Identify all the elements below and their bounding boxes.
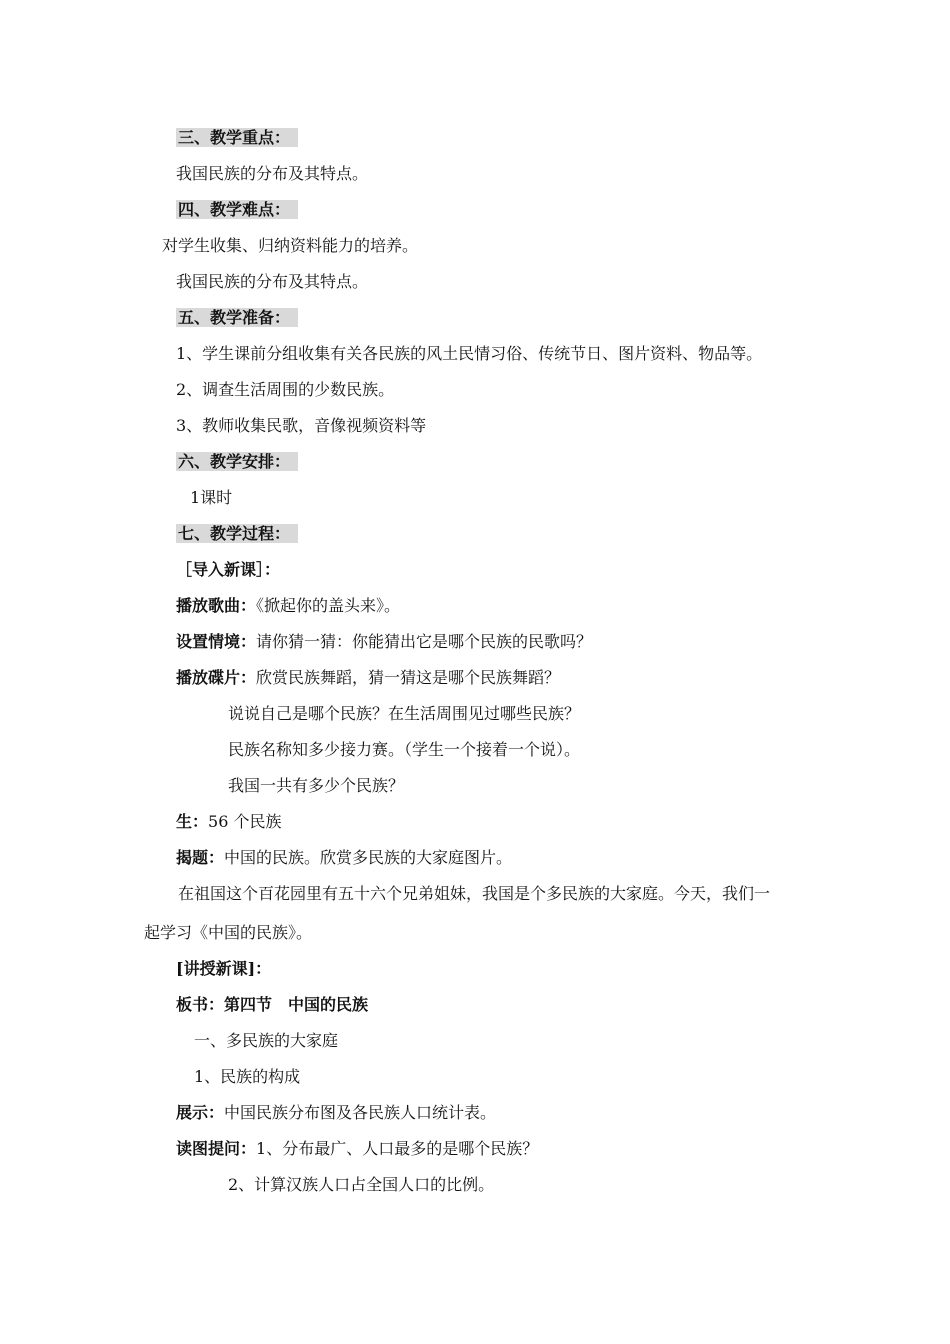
play-song-label: 播放歌曲： [176,596,257,615]
section-3-text: 我国民族的分布及其特点。 [176,164,369,183]
section-4-heading: 四、教学难点： [176,199,298,221]
show-text: 中国民族分布图及各民族人口统计表。 [224,1103,497,1122]
setting-label: 设置情境： [176,632,257,651]
section-6-text: 1课时 [190,488,233,507]
board-heading: 板书：第四节 中国的民族 [176,995,369,1014]
disc-text: 欣赏民族舞蹈，猜一猜这是哪个民族舞蹈？ [256,668,561,687]
read-question-1: 1、分布最广、人口最多的是哪个民族？ [256,1139,539,1158]
section-4-text-2: 我国民族的分布及其特点。 [176,272,369,291]
question-3: 我国一共有多少个民族？ [228,776,405,795]
section-6-heading: 六、教学安排： [176,451,298,473]
show-line [176,1102,496,1124]
paragraph-line-2: 起学习《中国的民族》。 [144,923,313,942]
reveal-text: 中国的民族。欣赏多民族的大家庭图片。 [224,848,513,867]
section-5-item-3: 3、教师收集民歌，音像视频资料等 [176,416,427,435]
lecture-heading: [讲授新课]： [176,959,272,978]
setting-line [176,631,592,653]
question-2: 民族名称知多少接力赛。（学生一个接着一个说）。 [228,740,581,759]
read-question-line [176,1138,538,1160]
section-5-item-1: 1、学生课前分组收集有关各民族的风土民情习俗、传统节日、图片资料、物品等。 [176,344,763,363]
setting-text: 请你猜一猜：你能猜出它是哪个民族的民歌吗？ [256,632,593,651]
subheading-1: 一、多民族的大家庭 [194,1031,339,1050]
read-label: 读图提问： [176,1139,257,1158]
play-song-line [176,595,400,617]
section-4-text-1: 对学生收集、归纳资料能力的培养。 [162,236,419,255]
section-5-item-2: 2、调查生活周围的少数民族。 [176,380,395,399]
student-label: 生： [176,812,209,831]
reveal-line [176,847,512,869]
paragraph-line-1: 在祖国这个百花园里有五十六个兄弟姐妹，我国是个多民族的大家庭。今天，我们一 [178,884,771,903]
read-question-2: 2、计算汉族人口占全国人口的比例。 [228,1175,495,1194]
section-3-heading: 三、教学重点： [176,127,298,149]
show-label: 展示： [176,1103,225,1122]
student-line [176,811,281,833]
section-7-heading: 七、教学过程： [176,523,298,545]
subheading-1-1: 1、民族的构成 [194,1067,301,1086]
student-text: 56 个民族 [208,812,282,831]
play-song-text: 《掀起你的盖头来》。 [256,596,401,615]
intro-heading: ［导入新课］： [176,560,281,579]
disc-label: 播放碟片： [176,668,257,687]
reveal-label: 揭题： [176,848,225,867]
section-5-heading: 五、教学准备： [176,307,298,329]
disc-line [176,667,560,689]
question-1: 说说自己是哪个民族？在生活周围见过哪些民族？ [228,704,581,723]
